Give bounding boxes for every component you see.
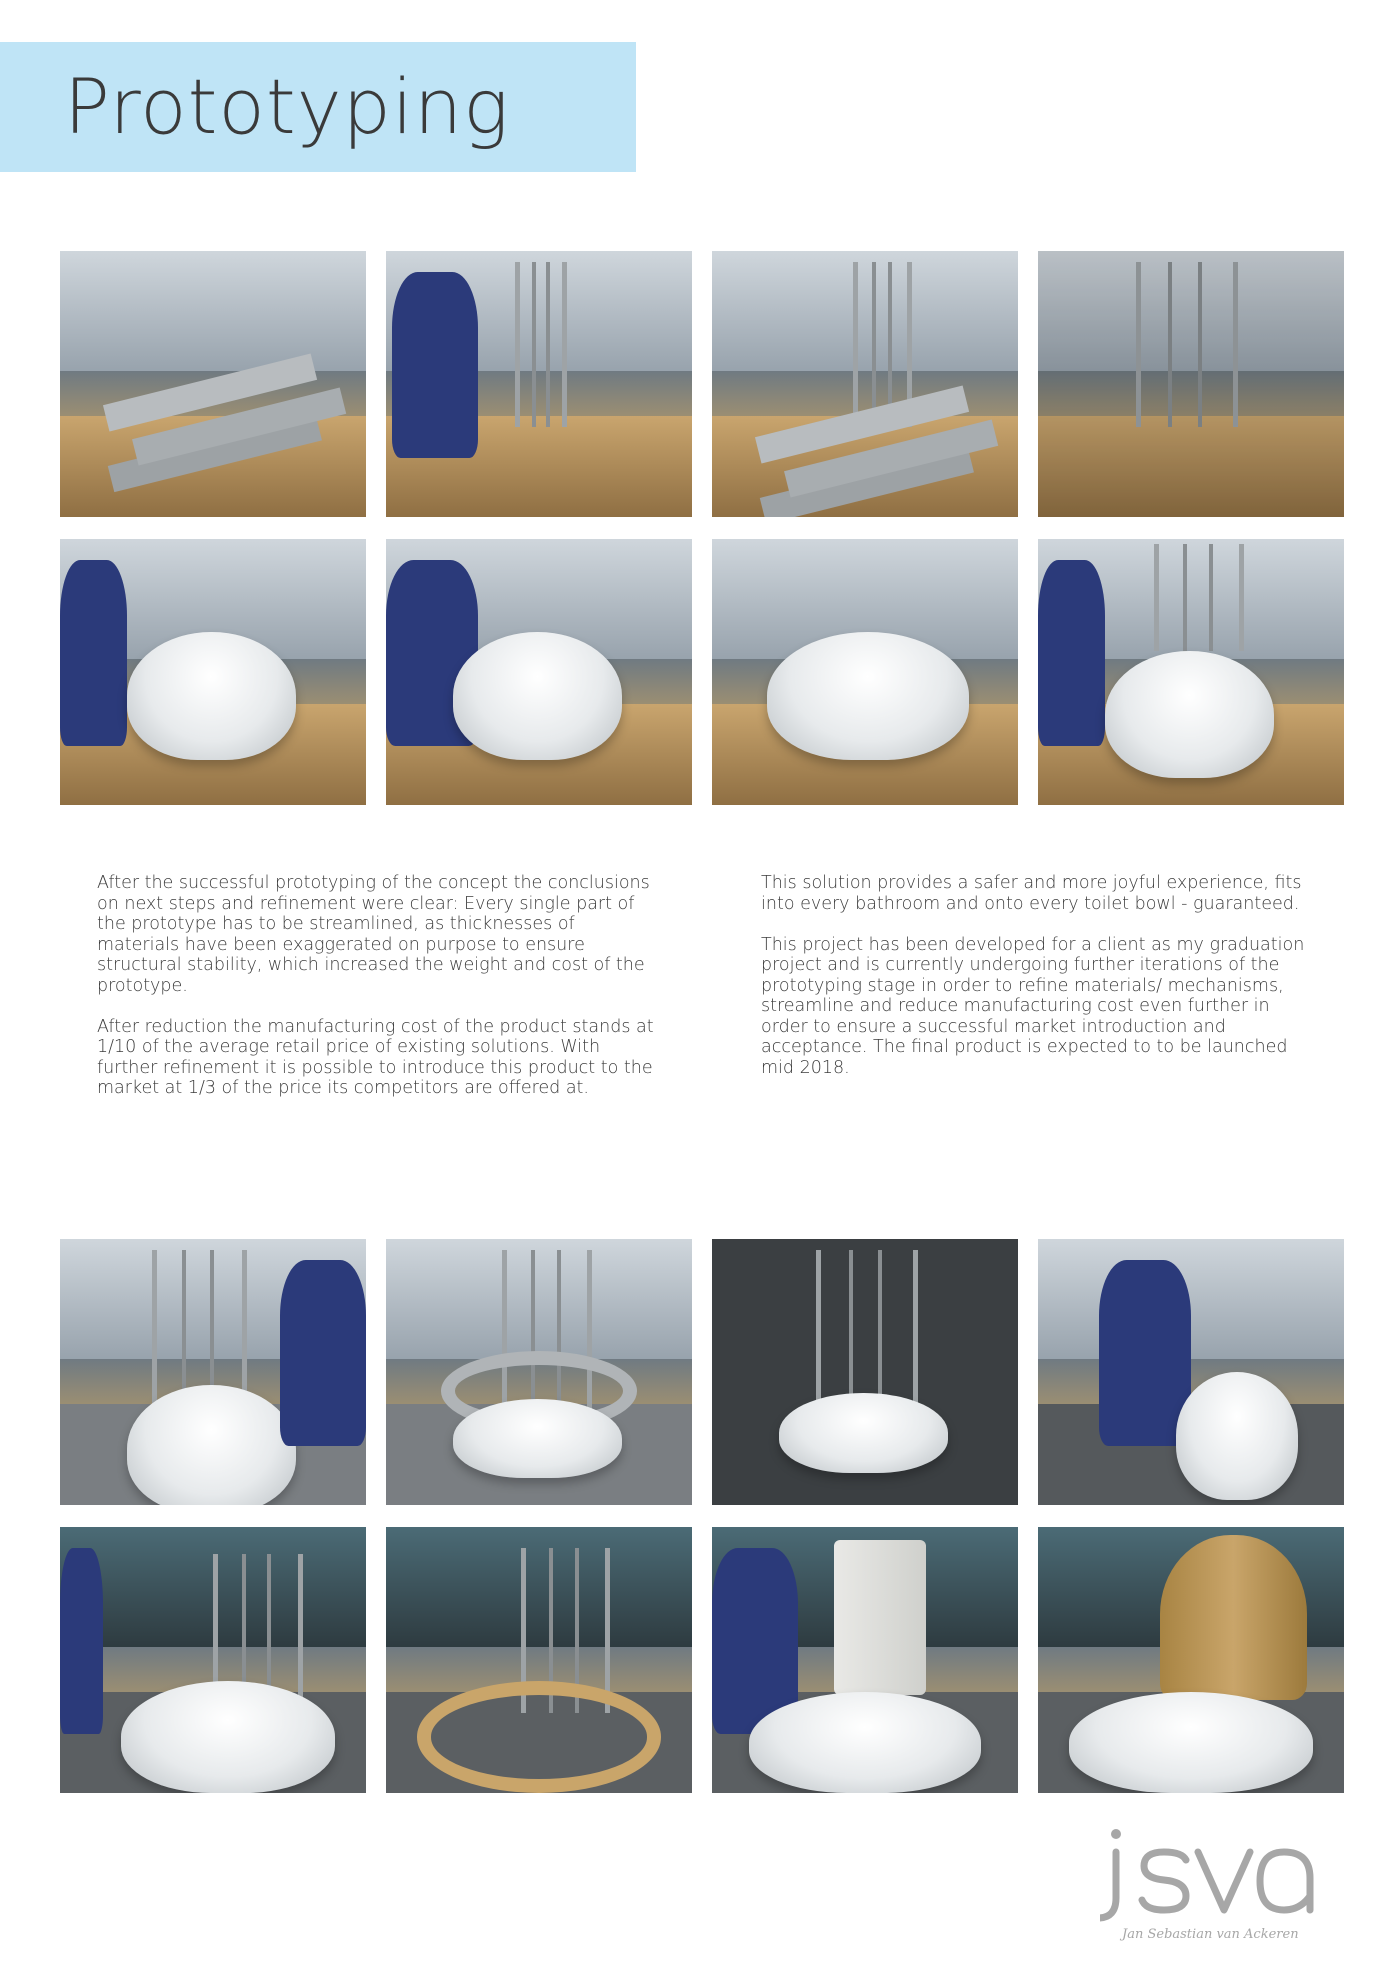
jsva-logo-mark [1100, 1829, 1310, 1918]
photo-frame-ring [386, 1239, 692, 1505]
photo-frame-on-bowl-1 [60, 1239, 366, 1505]
paragraph: After reduction the manufacturing cost of the product stands at 1/10 of the average retail price of existing solutions. With further refinement it is possible to introduce this product to the market at 1/3 of the price its competitors are offered at. [97, 1016, 654, 1098]
photo-bowl-clamp-2 [1038, 539, 1344, 805]
body-text-right [761, 873, 1321, 1099]
photo-grid-bottom [60, 1239, 1346, 1793]
paragraph: After the successful prototyping of the concept the conclusions on next steps and refinement were clear: Every single part of the prototype has to be streamlined, as thicknesses of materials have been exaggerated on purpose to ensure structural stability, which increased the weight and cost of the prototype. [97, 873, 650, 996]
photo-frame-upright [1038, 251, 1344, 517]
photo-assembly-frame [386, 251, 692, 517]
photo-grid-top [60, 251, 1346, 805]
photo-workshop-parts [60, 251, 366, 517]
photo-seat-wood [386, 1527, 692, 1793]
photo-bowl-clamp-1 [712, 539, 1018, 805]
photo-seat-off [60, 1527, 366, 1793]
photo-bowl-mount-2 [386, 539, 692, 805]
photo-frame-test [1038, 1239, 1344, 1505]
body-text-left [97, 873, 657, 1119]
paragraph: This project has been developed for a client as my graduation project and is currently undergoing further iterations of the prototyping stage in order to refine materials/ mechanisms, streamline and reduce manufacturing cost even further in order to ensure a successful market introduction and acceptance. The final product is expected to to be launched mid 2018. [761, 934, 1305, 1078]
paragraph: This solution provides a safer and more joyful experience, fits into every bathroom and onto every toilet bowl - guaranteed. [761, 873, 1302, 914]
jsva-logo [1100, 1826, 1350, 1946]
photo-cover-on [712, 1527, 1018, 1793]
photo-bowl-mount-1 [60, 539, 366, 805]
photo-assembly-drill [712, 251, 1018, 517]
logo-signature: Jan Sebastian van Ackeren [1122, 1927, 1299, 1942]
page-title: Prototyping [64, 62, 510, 151]
photo-lid-open [1038, 1527, 1344, 1793]
photo-frame-floor [712, 1239, 1018, 1505]
